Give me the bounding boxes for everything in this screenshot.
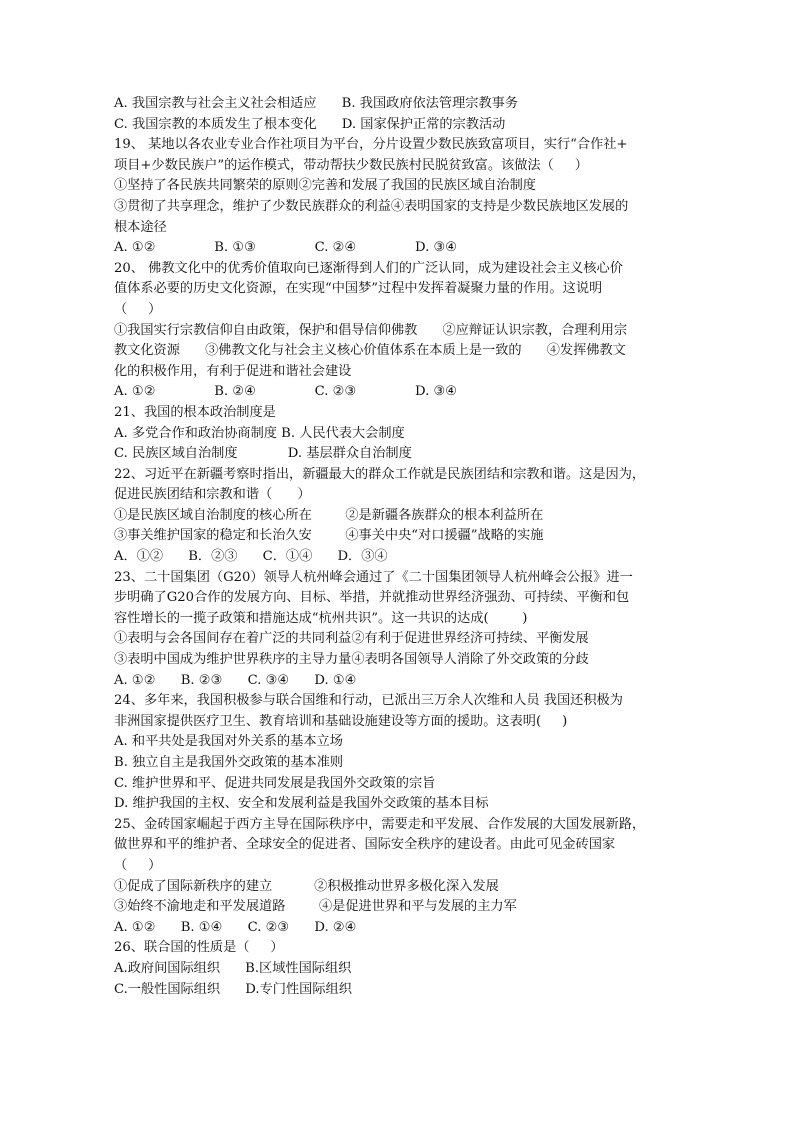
text-line: 26、联合国的性质是（ ） xyxy=(114,940,284,956)
text-line: 19、 某地以各农业专业合作社项目为平台，分片设置少数民族致富项目，实行“合作社+ xyxy=(114,137,628,153)
text-line: A. ①② B. ②③ C. ③④ D. ①④ xyxy=(114,672,357,688)
text-line: ①表明与会各国间存在着广泛的共同利益②有利于促进世界经济可持续、平衡发展 xyxy=(114,631,589,647)
text-line: 教文化资源 ③佛教文化与社会主义核心价值体系在本质上是一致的 ④发挥佛教文 xyxy=(114,343,626,359)
text-line: 根本途径 xyxy=(114,219,167,235)
text-line: ①我国实行宗教信仰自由政策，保护和倡导信仰佛教 ②应辩证认识宗教，合理利用宗 xyxy=(114,322,628,338)
text-line: A. ①② B. ①③ C. ②④ D. ③④ xyxy=(114,240,458,256)
text-line: 22、习近平在新疆考察时指出，新疆最大的群众工作就是民族团结和宗教和谐。这是因为， xyxy=(114,466,646,482)
text-line: ③事关维护国家的稳定和长治久安 ④事关中央“对口援疆”战略的实施 xyxy=(114,528,544,544)
document-body xyxy=(114,94,684,1000)
text-line: A．①② B．②③ C．①④ D．③④ xyxy=(114,549,388,565)
text-line: A. ①② B. ①④ C. ②③ D. ②④ xyxy=(114,919,357,935)
text-line: A. 我国宗教与社会主义社会相适应 B. 我国政府依法管理宗教事务 xyxy=(114,96,519,111)
text-line: 23、二十国集团（G20）领导人杭州峰会通过了《二十国集团领导人杭州峰会公报》进一 xyxy=(114,569,633,585)
text-line: C. 我国宗教的本质发生了根本变化 D. 国家保护正常的宗教活动 xyxy=(114,116,506,132)
text-line: ③表明中国成为维护世界秩序的主导力量④表明各国领导人消除了外交政策的分歧 xyxy=(114,652,589,668)
text-line: ①坚持了各民族共同繁荣的原则②完善和发展了我国的民族区域自治制度 xyxy=(114,178,536,194)
text-line: 值体系必要的历史文化资源，在实现“中国梦”过程中发挥着凝聚力量的作用。这说明 xyxy=(114,281,603,297)
text-line: 促进民族团结和宗教和谐（ ） xyxy=(114,487,311,503)
text-line: 非洲国家提供医疗卫生、教育培训和基础设施建设等方面的援助。这表明( ) xyxy=(114,713,568,729)
text-line: A.政府间国际组织 B.区域性国际组织 xyxy=(114,960,352,976)
text-line: A. 多党合作和政治协商制度 B. 人民代表大会制度 xyxy=(114,425,405,441)
text-line: 25、金砖国家崛起于西方主导在国际秩序中，需要走和平发展、合作发展的大国发展新路， xyxy=(114,816,646,832)
text-line: 24、多年来，我国积极参与联合国维和行动，已派出三万余人次维和人员 我国还积极为 xyxy=(114,693,623,709)
text-line: 化的积极作用，有利于促进和谐社会建设 xyxy=(114,363,352,379)
text-line: B. 独立自主是我国外交政策的基本准则 xyxy=(114,755,344,770)
text-line: ③始终不渝地走和平发展道路 ④是促进世界和平与发展的主力军 xyxy=(114,899,517,915)
text-line: C.一般性国际组织 D.专门性国际组织 xyxy=(114,981,352,997)
text-line: C. 民族区域自治制度 D. 基层群众自治制度 xyxy=(114,446,412,462)
text-line: 做世界和平的维护者、全球安全的促进者、国际安全秩序的建设者。由此可见金砖国家 xyxy=(114,837,616,853)
text-line: 步明确了G20合作的发展方向、目标、举措，并就推动世界经济强劲、可持续、平衡和包 xyxy=(114,590,630,606)
text-line: （ ） xyxy=(114,301,162,317)
text-line: （ ） xyxy=(114,857,162,873)
text-line: ①促成了国际新秩序的建立 ②积极推动世界多极化深入发展 xyxy=(114,878,499,894)
text-line: ③贯彻了共享理念，维护了少数民族群众的利益④表明国家的支持是少数民族地区发展的 xyxy=(114,198,629,214)
text-line: 项目+少数民族户”的运作模式，带动帮扶少数民族村民脱贫致富。该做法（ ） xyxy=(114,157,588,173)
text-line: 20、 佛教文化中的优秀价值取向已逐渐得到人们的广泛认同，成为建设社会主义核心价 xyxy=(114,260,623,276)
text-line: C. 维护世界和平、促进共同发展是我国外交政策的宗旨 xyxy=(114,775,436,791)
text-line: D. 维护我国的主权、安全和发展利益是我国外交政策的基本目标 xyxy=(114,796,489,812)
text-line: A. 和平共处是我国对外关系的基本立场 xyxy=(114,734,343,750)
text-line: A. ①② B. ②④ C. ②③ D. ③④ xyxy=(114,384,458,400)
text-line: 21、我国的根本政治制度是 xyxy=(114,404,276,420)
text-line: ①是民族区域自治制度的核心所在 ②是新疆各族群众的根本利益所在 xyxy=(114,507,544,523)
text-line: 容性增长的一揽子政策和措施达成“杭州共识”。这一共识的达成( ) xyxy=(114,610,528,626)
